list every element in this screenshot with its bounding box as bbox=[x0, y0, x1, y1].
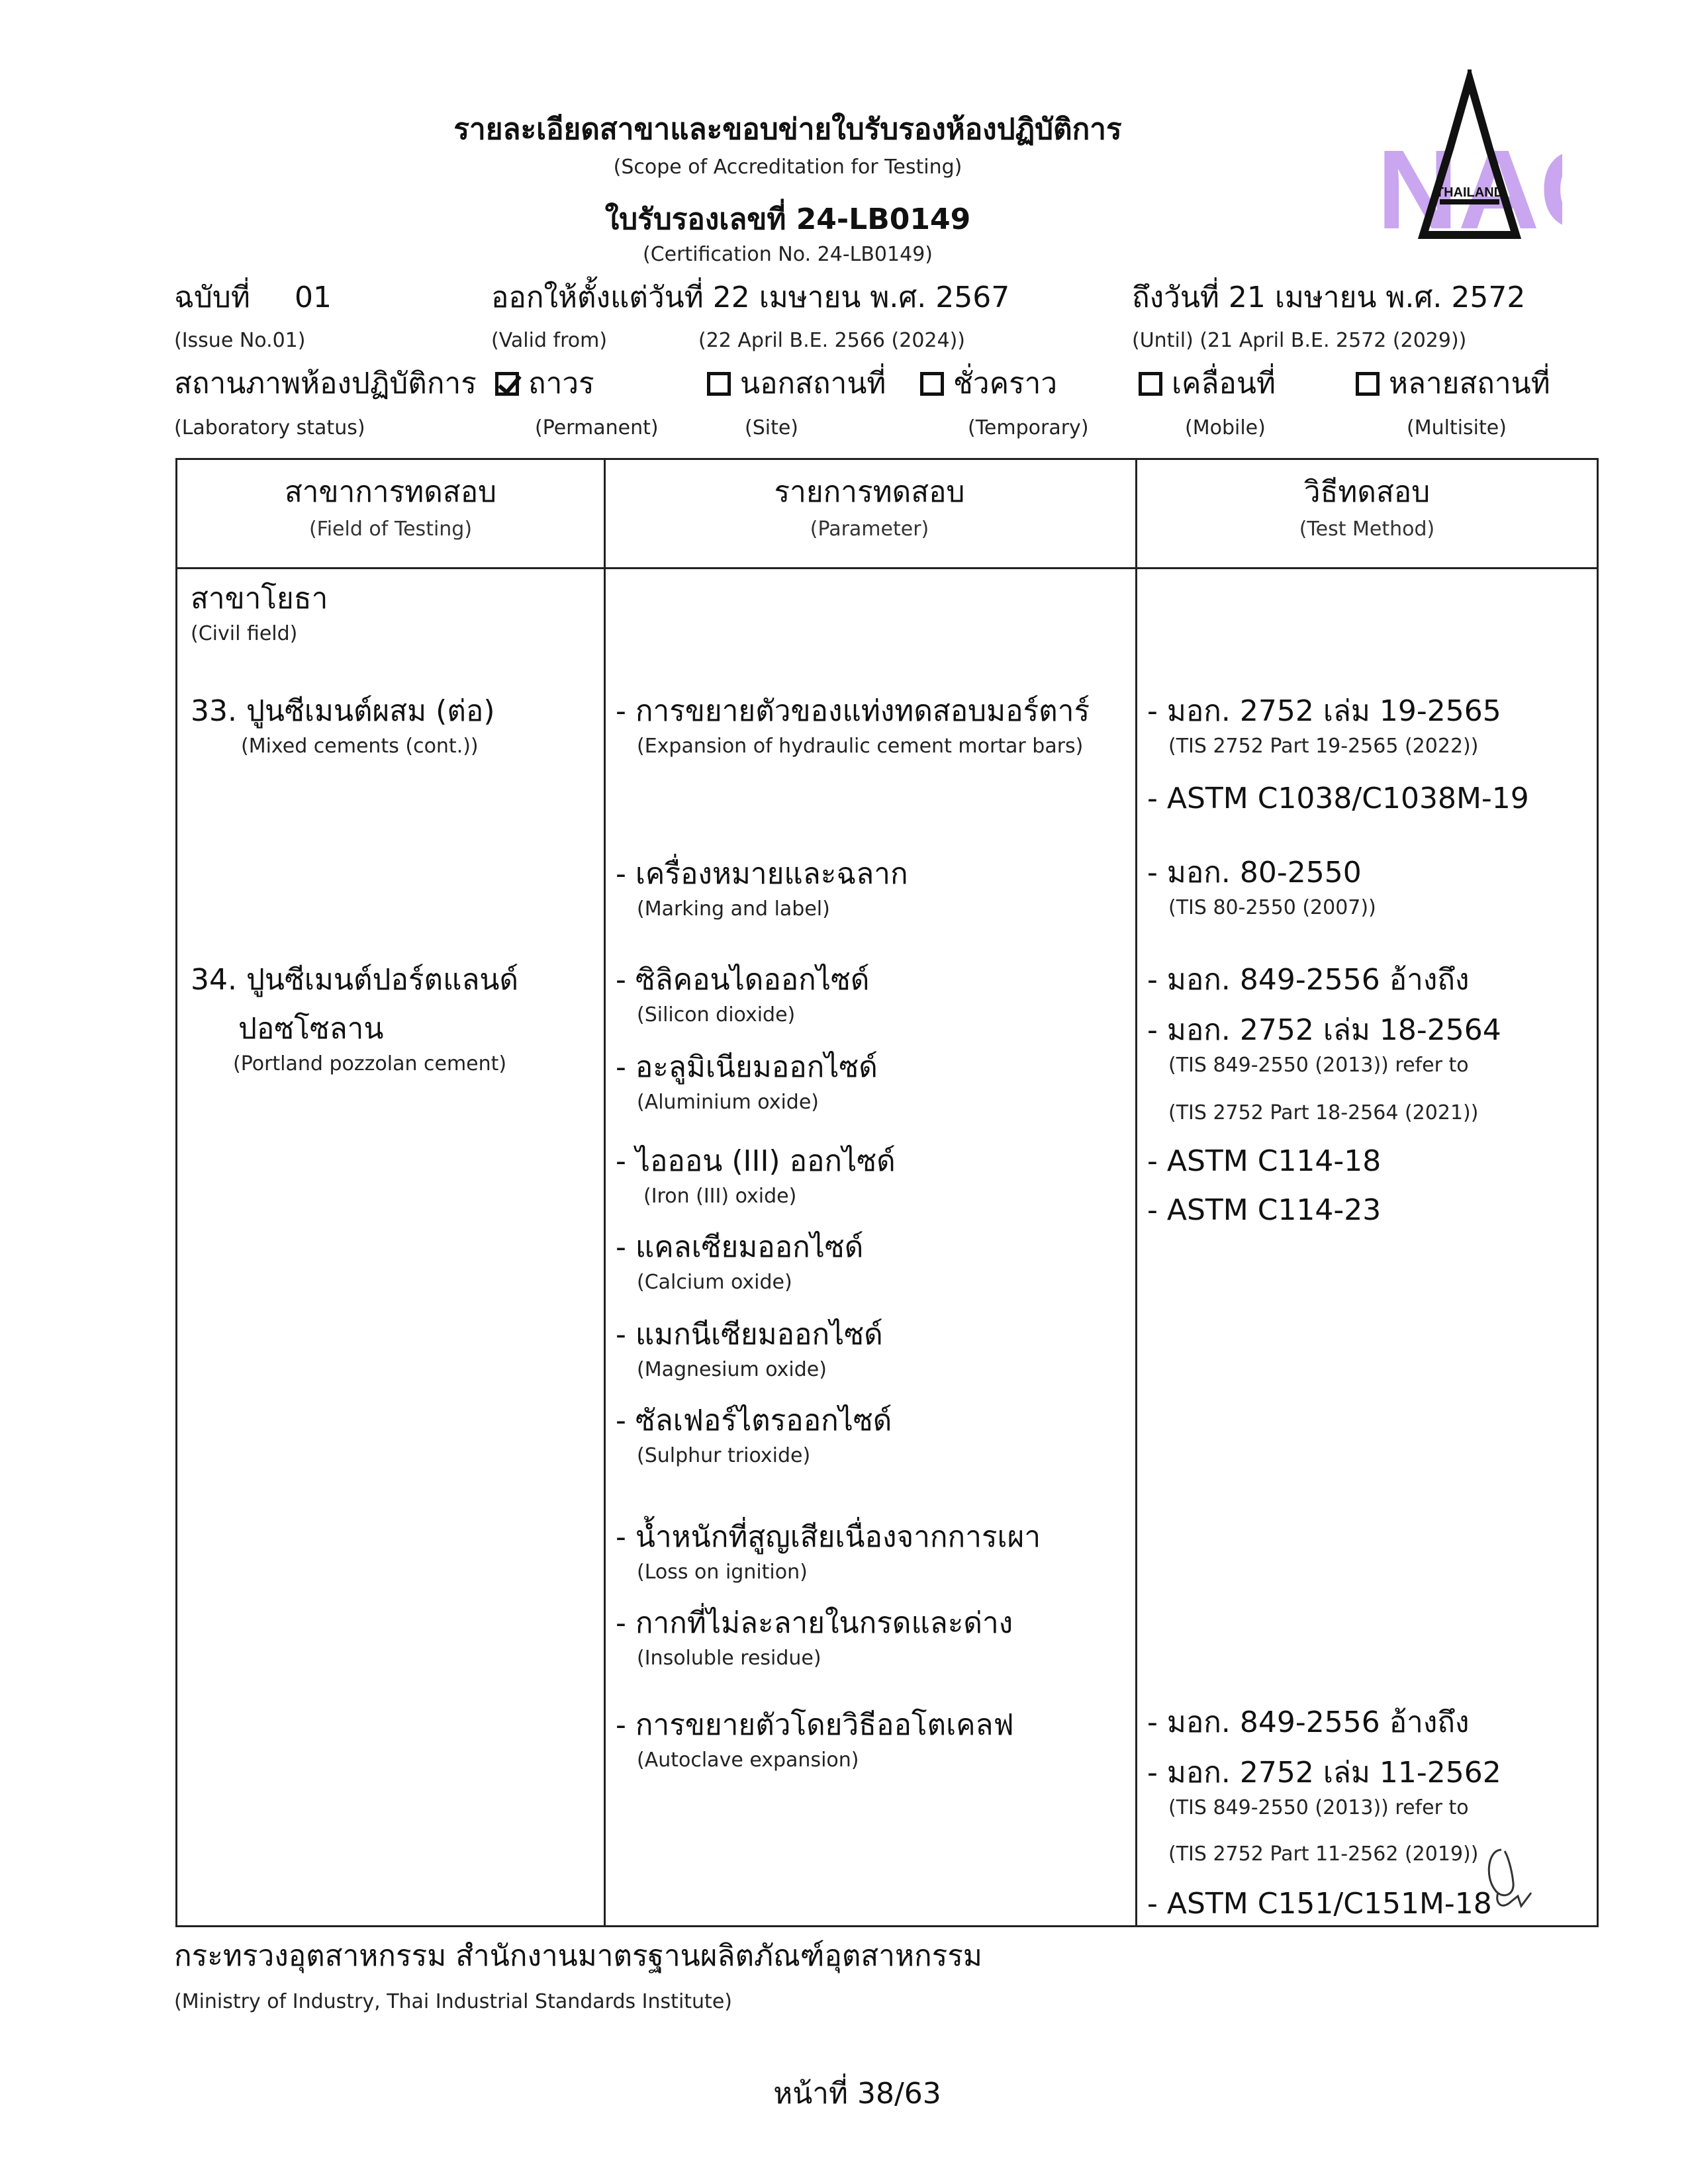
field-item: 34. ปูนซีเมนต์ปอร์ตแลนด์ ปอซโซลาน (Portland pozzolan cement) bbox=[191, 963, 519, 1075]
valid-until-en: (Until) (21 April B.E. 2572 (2029)) bbox=[1132, 329, 1467, 352]
parameter-item: - ซัลเฟอร์ไตรออกไซด์ (Sulphur trioxide) bbox=[616, 1404, 892, 1467]
status-multisite: หลายสถานที่ bbox=[1356, 368, 1550, 400]
status-site-en: (Site) bbox=[745, 416, 799, 439]
logo-letters: NA bbox=[1377, 127, 1540, 242]
column-divider bbox=[604, 460, 606, 1925]
column-divider bbox=[1135, 460, 1137, 1925]
method-item: - ASTM C1038/C1038M-19 bbox=[1147, 782, 1529, 815]
method-item: - มอก. 849-2556 อ้างถึง bbox=[1147, 963, 1470, 997]
method-item: - ASTM C114-18 bbox=[1147, 1144, 1382, 1178]
footer-organization: กระทรวงอุตสาหกรรม สำนักงานมาตรฐานผลิตภัณฑ์อุตสาหกรรม bbox=[174, 1939, 982, 1973]
certificate-number: ใบรับรองเลขที่ 24-LB0149 bbox=[604, 203, 971, 236]
header-field-of-testing: สาขาการทดสอบ (Field of Testing) bbox=[284, 475, 497, 541]
valid-until: ถึงวันที่ 21 เมษายน พ.ศ. 2572 bbox=[1132, 281, 1526, 314]
valid-from-label-en: (Valid from) bbox=[491, 329, 608, 352]
footer-organization-en: (Ministry of Industry, Thai Industrial Standards Institute) bbox=[174, 1990, 732, 2013]
method-item: - มอก. 2752 เล่ม 18-2564 (TIS 849-2550 (2013)) refer to bbox=[1147, 1013, 1501, 1077]
method-item: - ASTM C151/C151M-18 bbox=[1147, 1887, 1492, 1921]
parameter-item: - อะลูมิเนียมออกไซด์ (Aluminium oxide) bbox=[616, 1050, 878, 1114]
status-mobile-en: (Mobile) bbox=[1185, 416, 1266, 439]
method-item: - มอก. 849-2556 อ้างถึง bbox=[1147, 1706, 1470, 1739]
unchecked-box-icon bbox=[707, 372, 731, 396]
page-title: รายละเอียดสาขาและขอบข่ายใบรับรองห้องปฏิบัติการ bbox=[453, 113, 1122, 146]
method-item: (TIS 2752 Part 11-2562 (2019)) bbox=[1168, 1843, 1479, 1866]
lab-status-label-en: (Laboratory status) bbox=[174, 416, 365, 439]
parameter-item: - กากที่ไม่ละลายในกรดและด่าง (Insoluble residue) bbox=[616, 1606, 1013, 1670]
status-multisite-en: (Multisite) bbox=[1407, 416, 1507, 439]
logo-text: THAILAND bbox=[1435, 185, 1504, 200]
page-title-en: (Scope of Accreditation for Testing) bbox=[613, 156, 962, 179]
parameter-item: - น้ำหนักที่สูญเสียเนื่องจากการเผา (Loss on ignition) bbox=[616, 1520, 1041, 1584]
header-test-method: วิธีทดสอบ (Test Method) bbox=[1299, 475, 1435, 541]
status-permanent: ถาวร bbox=[495, 368, 594, 400]
unchecked-box-icon bbox=[920, 372, 944, 396]
parameter-item: - แมกนีเซียมออกไซด์ (Magnesium oxide) bbox=[616, 1318, 883, 1381]
signature-mark bbox=[1475, 1837, 1554, 1916]
field-civil: สาขาโยธา (Civil field) bbox=[191, 582, 328, 645]
status-site: นอกสถานที่ bbox=[707, 368, 886, 400]
parameter-item: - ไอออน (III) ออกไซด์ (Iron (III) oxide) bbox=[616, 1144, 896, 1208]
scope-table bbox=[175, 458, 1599, 1927]
parameter-item: - การขยายตัวของแท่งทดสอบมอร์ตาร์ (Expansion of hydraulic cement mortar bars) bbox=[616, 694, 1090, 758]
unchecked-box-icon bbox=[1356, 372, 1380, 396]
parameter-item: - การขยายตัวโดยวิธีออโตเคลฟ (Autoclave expansion) bbox=[616, 1708, 1014, 1772]
valid-from: ออกให้ตั้งแต่วันที่ 22 เมษายน พ.ศ. 2567 bbox=[491, 281, 1010, 314]
parameter-item: - เครื่องหมายและฉลาก (Marking and label) bbox=[616, 857, 908, 921]
unchecked-box-icon bbox=[1139, 372, 1162, 396]
header-divider bbox=[177, 567, 1597, 569]
method-item: - มอก. 2752 เล่ม 11-2562 (TIS 849-2550 (2013)) refer to bbox=[1147, 1756, 1501, 1819]
method-item: - มอก. 80-2550 (TIS 80-2550 (2007)) bbox=[1147, 856, 1376, 919]
page-number: หน้าที่ 38/63 bbox=[773, 2077, 941, 2111]
certificate-number-en: (Certification No. 24-LB0149) bbox=[642, 243, 933, 266]
issue-number: 01 bbox=[295, 281, 332, 314]
status-temporary: ชั่วคราว bbox=[920, 368, 1057, 400]
checked-box-icon bbox=[495, 372, 519, 396]
status-temporary-en: (Temporary) bbox=[968, 416, 1089, 439]
nac-thailand-logo bbox=[1377, 69, 1562, 242]
issue-label: ฉบับที่ bbox=[174, 281, 250, 314]
issue-label-en: (Issue No.01) bbox=[174, 329, 306, 352]
status-mobile: เคลื่อนที่ bbox=[1139, 368, 1276, 400]
method-item: - มอก. 2752 เล่ม 19-2565 (TIS 2752 Part 19-2565 (2022)) bbox=[1147, 694, 1501, 758]
parameter-item: - แคลเซียมออกไซด์ (Calcium oxide) bbox=[616, 1230, 864, 1294]
header-parameter: รายการทดสอบ (Parameter) bbox=[774, 475, 965, 541]
valid-from-en: (22 April B.E. 2566 (2024)) bbox=[698, 329, 966, 352]
field-item: 33. ปูนซีเมนต์ผสม (ต่อ) (Mixed cements (cont.)) bbox=[191, 694, 495, 758]
status-permanent-en: (Permanent) bbox=[535, 416, 659, 439]
method-item: (TIS 2752 Part 18-2564 (2021)) bbox=[1168, 1101, 1479, 1124]
parameter-item: - ซิลิคอนไดออกไซด์ (Silicon dioxide) bbox=[616, 963, 870, 1026]
lab-status-label: สถานภาพห้องปฏิบัติการ bbox=[174, 367, 477, 400]
method-item: - ASTM C114-23 bbox=[1147, 1193, 1382, 1227]
